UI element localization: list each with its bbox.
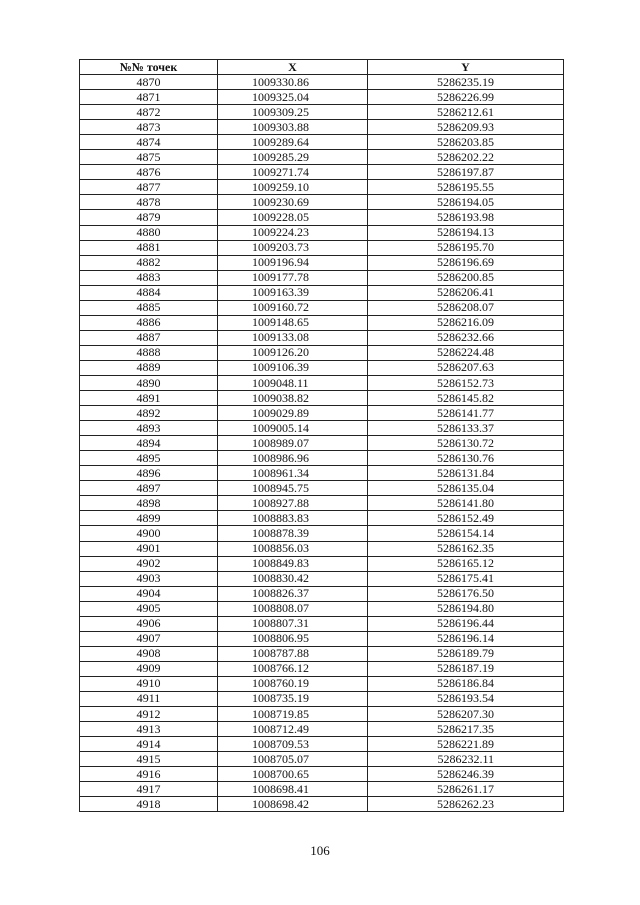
- x-coordinate-cell: 1009285.29: [218, 150, 368, 165]
- y-coordinate-cell: 5286135.04: [368, 481, 564, 496]
- table-row: [80, 511, 564, 526]
- table-row: [80, 406, 564, 421]
- y-coordinate-cell: 5286209.93: [368, 120, 564, 135]
- point-number-cell: 4911: [80, 691, 218, 706]
- point-number-cell: 4889: [80, 360, 218, 375]
- y-coordinate-cell: 5286193.54: [368, 691, 564, 706]
- y-coordinate-cell: 5286162.35: [368, 541, 564, 556]
- table-row: [80, 315, 564, 330]
- y-coordinate-cell: 5286200.85: [368, 270, 564, 285]
- table-row: [80, 255, 564, 270]
- x-coordinate-cell: 1009224.23: [218, 225, 368, 240]
- x-coordinate-cell: 1009177.78: [218, 270, 368, 285]
- y-coordinate-cell: 5286133.37: [368, 421, 564, 436]
- y-coordinate-cell: 5286195.70: [368, 240, 564, 255]
- x-coordinate-cell: 1009160.72: [218, 300, 368, 315]
- y-coordinate-cell: 5286175.41: [368, 571, 564, 586]
- point-number-cell: 4895: [80, 451, 218, 466]
- x-coordinate-cell: 1009271.74: [218, 165, 368, 180]
- table-row: [80, 120, 564, 135]
- table-row: [80, 481, 564, 496]
- table-row: [80, 225, 564, 240]
- table-row: [80, 722, 564, 737]
- point-number-cell: 4884: [80, 285, 218, 300]
- point-number-cell: 4915: [80, 752, 218, 767]
- point-number-cell: 4887: [80, 330, 218, 345]
- y-coordinate-cell: 5286130.72: [368, 436, 564, 451]
- x-coordinate-cell: 1009196.94: [218, 255, 368, 270]
- x-coordinate-cell: 1009029.89: [218, 406, 368, 421]
- y-coordinate-cell: 5286262.23: [368, 797, 564, 812]
- point-number-cell: 4888: [80, 345, 218, 360]
- point-number-cell: 4900: [80, 526, 218, 541]
- x-coordinate-cell: 1008760.19: [218, 676, 368, 691]
- table-row: [80, 180, 564, 195]
- table-row: [80, 466, 564, 481]
- x-coordinate-cell: 1009325.04: [218, 90, 368, 105]
- table-row: [80, 601, 564, 616]
- x-coordinate-cell: 1008705.07: [218, 752, 368, 767]
- x-coordinate-cell: 1008712.49: [218, 722, 368, 737]
- table-row: [80, 661, 564, 676]
- point-number-cell: 4914: [80, 737, 218, 752]
- y-coordinate-cell: 5286152.49: [368, 511, 564, 526]
- y-coordinate-cell: 5286152.73: [368, 375, 564, 390]
- x-coordinate-cell: 1009163.39: [218, 285, 368, 300]
- x-coordinate-cell: 1009259.10: [218, 180, 368, 195]
- point-number-cell: 4892: [80, 406, 218, 421]
- x-coordinate-cell: 1009106.39: [218, 360, 368, 375]
- x-coordinate-cell: 1008878.39: [218, 526, 368, 541]
- y-coordinate-cell: 5286196.14: [368, 631, 564, 646]
- table-row: [80, 571, 564, 586]
- column-header-x: X: [218, 60, 368, 75]
- x-coordinate-cell: 1008830.42: [218, 571, 368, 586]
- table-row: [80, 285, 564, 300]
- point-number-cell: 4910: [80, 676, 218, 691]
- y-coordinate-cell: 5286196.69: [368, 255, 564, 270]
- y-coordinate-cell: 5286208.07: [368, 300, 564, 315]
- table-row: [80, 421, 564, 436]
- table-row: [80, 752, 564, 767]
- x-coordinate-cell: 1009126.20: [218, 345, 368, 360]
- x-coordinate-cell: 1009330.86: [218, 75, 368, 90]
- table-row: [80, 375, 564, 390]
- point-number-cell: 4918: [80, 797, 218, 812]
- table-row: [80, 526, 564, 541]
- point-number-cell: 4905: [80, 601, 218, 616]
- y-coordinate-cell: 5286154.14: [368, 526, 564, 541]
- column-header-y: Y: [368, 60, 564, 75]
- y-coordinate-cell: 5286202.22: [368, 150, 564, 165]
- table-row: [80, 135, 564, 150]
- point-number-cell: 4901: [80, 541, 218, 556]
- table-row: [80, 707, 564, 722]
- x-coordinate-cell: 1008849.83: [218, 556, 368, 571]
- y-coordinate-cell: 5286212.61: [368, 105, 564, 120]
- x-coordinate-cell: 1009005.14: [218, 421, 368, 436]
- page-number: 106: [310, 843, 330, 858]
- table-row: [80, 360, 564, 375]
- y-coordinate-cell: 5286221.89: [368, 737, 564, 752]
- y-coordinate-cell: 5286165.12: [368, 556, 564, 571]
- x-coordinate-cell: 1008700.65: [218, 767, 368, 782]
- point-number-cell: 4881: [80, 240, 218, 255]
- y-coordinate-cell: 5286186.84: [368, 676, 564, 691]
- y-coordinate-cell: 5286235.19: [368, 75, 564, 90]
- x-coordinate-cell: 1008806.95: [218, 631, 368, 646]
- table-row: [80, 676, 564, 691]
- table-row: [80, 75, 564, 90]
- point-number-cell: 4890: [80, 375, 218, 390]
- point-number-cell: 4883: [80, 270, 218, 285]
- table-row: [80, 165, 564, 180]
- x-coordinate-cell: 1008808.07: [218, 601, 368, 616]
- point-number-cell: 4886: [80, 315, 218, 330]
- y-coordinate-cell: 5286226.99: [368, 90, 564, 105]
- y-coordinate-cell: 5286203.85: [368, 135, 564, 150]
- point-number-cell: 4877: [80, 180, 218, 195]
- table-row: [80, 496, 564, 511]
- table-row: [80, 195, 564, 210]
- point-number-cell: 4893: [80, 421, 218, 436]
- column-header-point-number: №№ точек: [80, 60, 218, 75]
- table-row: [80, 270, 564, 285]
- point-number-cell: 4902: [80, 556, 218, 571]
- y-coordinate-cell: 5286224.48: [368, 345, 564, 360]
- table-row: [80, 782, 564, 797]
- point-number-cell: 4916: [80, 767, 218, 782]
- point-number-cell: 4894: [80, 436, 218, 451]
- x-coordinate-cell: 1008945.75: [218, 481, 368, 496]
- x-coordinate-cell: 1008709.53: [218, 737, 368, 752]
- x-coordinate-cell: 1008698.42: [218, 797, 368, 812]
- y-coordinate-cell: 5286232.11: [368, 752, 564, 767]
- y-coordinate-cell: 5286176.50: [368, 586, 564, 601]
- x-coordinate-cell: 1009038.82: [218, 391, 368, 406]
- table-row: [80, 345, 564, 360]
- point-number-cell: 4891: [80, 391, 218, 406]
- x-coordinate-cell: 1009148.65: [218, 315, 368, 330]
- table-row: [80, 150, 564, 165]
- x-coordinate-cell: 1008766.12: [218, 661, 368, 676]
- y-coordinate-cell: 5286246.39: [368, 767, 564, 782]
- table-row: [80, 797, 564, 812]
- point-number-cell: 4876: [80, 165, 218, 180]
- table-header-row: [80, 60, 564, 75]
- y-coordinate-cell: 5286141.80: [368, 496, 564, 511]
- point-number-cell: 4917: [80, 782, 218, 797]
- x-coordinate-cell: 1008719.85: [218, 707, 368, 722]
- coordinates-table: [79, 59, 564, 812]
- x-coordinate-cell: 1008883.83: [218, 511, 368, 526]
- x-coordinate-cell: 1008698.41: [218, 782, 368, 797]
- table-row: [80, 737, 564, 752]
- x-coordinate-cell: 1008961.34: [218, 466, 368, 481]
- x-coordinate-cell: 1008787.88: [218, 646, 368, 661]
- point-number-cell: 4913: [80, 722, 218, 737]
- point-number-cell: 4897: [80, 481, 218, 496]
- point-number-cell: 4873: [80, 120, 218, 135]
- table-row: [80, 330, 564, 345]
- table-row: [80, 90, 564, 105]
- point-number-cell: 4885: [80, 300, 218, 315]
- point-number-cell: 4907: [80, 631, 218, 646]
- table-row: [80, 105, 564, 120]
- point-number-cell: 4879: [80, 210, 218, 225]
- y-coordinate-cell: 5286195.55: [368, 180, 564, 195]
- table-row: [80, 436, 564, 451]
- x-coordinate-cell: 1009048.11: [218, 375, 368, 390]
- x-coordinate-cell: 1009133.08: [218, 330, 368, 345]
- table-row: [80, 767, 564, 782]
- table-row: [80, 631, 564, 646]
- x-coordinate-cell: 1008856.03: [218, 541, 368, 556]
- y-coordinate-cell: 5286196.44: [368, 616, 564, 631]
- y-coordinate-cell: 5286217.35: [368, 722, 564, 737]
- table-row: [80, 210, 564, 225]
- table-row: [80, 240, 564, 255]
- y-coordinate-cell: 5286216.09: [368, 315, 564, 330]
- point-number-cell: 4909: [80, 661, 218, 676]
- point-number-cell: 4912: [80, 707, 218, 722]
- y-coordinate-cell: 5286206.41: [368, 285, 564, 300]
- y-coordinate-cell: 5286194.80: [368, 601, 564, 616]
- x-coordinate-cell: 1009303.88: [218, 120, 368, 135]
- x-coordinate-cell: 1008735.19: [218, 691, 368, 706]
- x-coordinate-cell: 1008927.88: [218, 496, 368, 511]
- point-number-cell: 4898: [80, 496, 218, 511]
- point-number-cell: 4908: [80, 646, 218, 661]
- table-row: [80, 300, 564, 315]
- point-number-cell: 4872: [80, 105, 218, 120]
- table-row: [80, 556, 564, 571]
- x-coordinate-cell: 1008986.96: [218, 451, 368, 466]
- y-coordinate-cell: 5286207.30: [368, 707, 564, 722]
- table-row: [80, 451, 564, 466]
- point-number-cell: 4871: [80, 90, 218, 105]
- point-number-cell: 4875: [80, 150, 218, 165]
- y-coordinate-cell: 5286131.84: [368, 466, 564, 481]
- x-coordinate-cell: 1008989.07: [218, 436, 368, 451]
- y-coordinate-cell: 5286194.13: [368, 225, 564, 240]
- table-row: [80, 646, 564, 661]
- y-coordinate-cell: 5286194.05: [368, 195, 564, 210]
- y-coordinate-cell: 5286197.87: [368, 165, 564, 180]
- point-number-cell: 4870: [80, 75, 218, 90]
- point-number-cell: 4878: [80, 195, 218, 210]
- y-coordinate-cell: 5286261.17: [368, 782, 564, 797]
- y-coordinate-cell: 5286145.82: [368, 391, 564, 406]
- point-number-cell: 4882: [80, 255, 218, 270]
- x-coordinate-cell: 1008826.37: [218, 586, 368, 601]
- x-coordinate-cell: 1008807.31: [218, 616, 368, 631]
- y-coordinate-cell: 5286207.63: [368, 360, 564, 375]
- y-coordinate-cell: 5286189.79: [368, 646, 564, 661]
- table-row: [80, 391, 564, 406]
- point-number-cell: 4896: [80, 466, 218, 481]
- table-row: [80, 616, 564, 631]
- x-coordinate-cell: 1009230.69: [218, 195, 368, 210]
- y-coordinate-cell: 5286130.76: [368, 451, 564, 466]
- point-number-cell: 4904: [80, 586, 218, 601]
- x-coordinate-cell: 1009309.25: [218, 105, 368, 120]
- point-number-cell: 4880: [80, 225, 218, 240]
- y-coordinate-cell: 5286187.19: [368, 661, 564, 676]
- x-coordinate-cell: 1009203.73: [218, 240, 368, 255]
- x-coordinate-cell: 1009289.64: [218, 135, 368, 150]
- y-coordinate-cell: 5286141.77: [368, 406, 564, 421]
- table-row: [80, 586, 564, 601]
- y-coordinate-cell: 5286193.98: [368, 210, 564, 225]
- point-number-cell: 4906: [80, 616, 218, 631]
- table-body: [80, 75, 564, 812]
- table-row: [80, 541, 564, 556]
- point-number-cell: 4899: [80, 511, 218, 526]
- table-row: [80, 691, 564, 706]
- point-number-cell: 4874: [80, 135, 218, 150]
- y-coordinate-cell: 5286232.66: [368, 330, 564, 345]
- point-number-cell: 4903: [80, 571, 218, 586]
- x-coordinate-cell: 1009228.05: [218, 210, 368, 225]
